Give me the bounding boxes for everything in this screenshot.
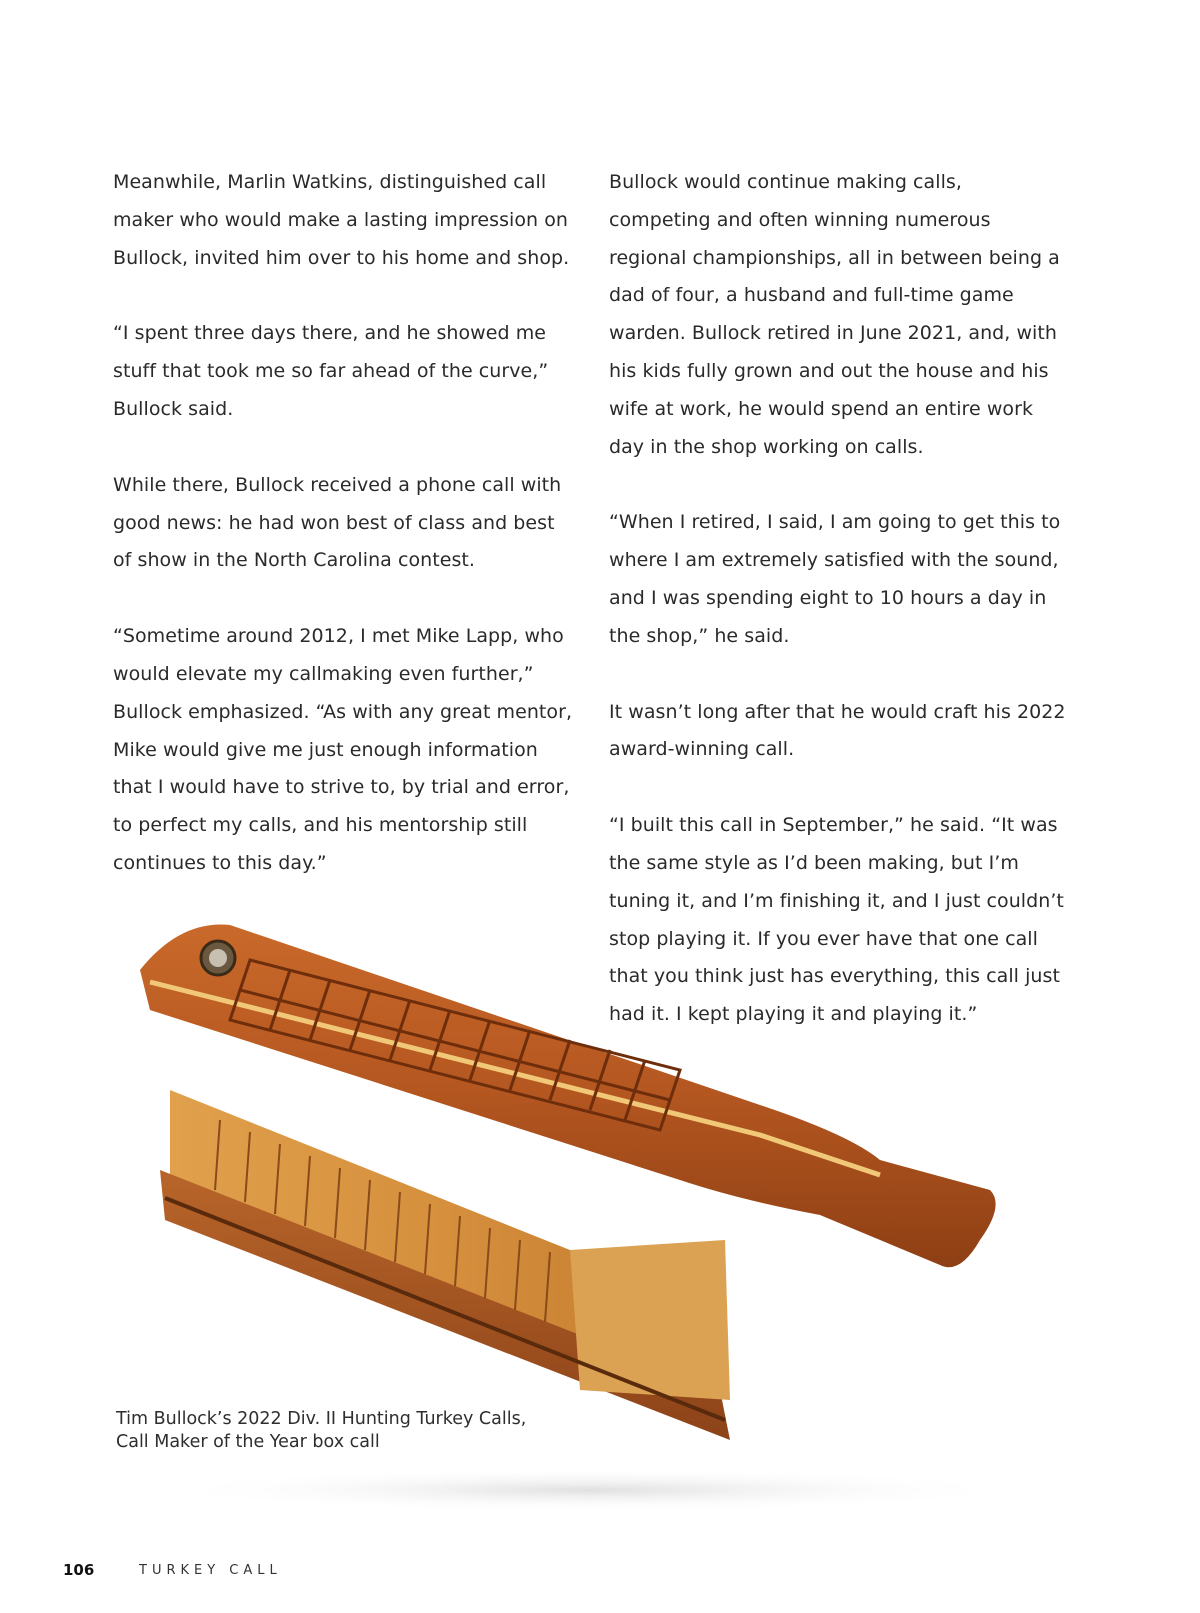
paragraph: “I spent three days there, and he showed me stuff that took me so far ahead of the curve,” Bullock said.	[113, 322, 549, 420]
magazine-name: TURKEY CALL	[139, 1562, 282, 1578]
page-number: 106	[63, 1561, 95, 1579]
shadow	[160, 1468, 1020, 1512]
caption-line: Call Maker of the Year box call	[116, 1432, 380, 1452]
photo-caption	[116, 1408, 526, 1454]
paragraph: Bullock would continue making calls, competing and often winning numerous regional championships, all in between being a dad of four, a husband and full-time game warden. Bullock retired in June 2021, and, with his kids fully grown and out the house and his wife at work, he would spend an entire work day in the shop working on calls.	[609, 171, 1060, 458]
paragraph: Meanwhile, Marlin Watkins, distinguished call maker who would make a lasting impression on Bullock, invited him over to his home and shop.	[113, 171, 570, 269]
paragraph: “Sometime around 2012, I met Mike Lapp, who would elevate my callmaking even further,” Bullock emphasized. “As with any great mentor, Mike would give me just enough information that I would have to strive to, by trial and error, to perfect my calls, and his mentorship still continues to this day.”	[113, 625, 573, 874]
paragraph: While there, Bullock received a phone call with good news: he had won best of class and best of show in the North Carolina contest.	[113, 473, 562, 572]
paragraph: It wasn’t long after that he would craft his 2022 award-winning call.	[609, 700, 1066, 761]
paragraph: “When I retired, I said, I am going to get this to where I am extremely satisfied with the sound, and I was spending eight to 10 hours a day in the shop,” he said.	[609, 511, 1061, 647]
paragraph: “I built this call in September,” he said. “It was the same style as I’d been making, but I’m tuning it, and I’m finishing it, and I just couldn’t stop playing it. If you ever have that one call that you think just has everything, this call just had it. I kept playing it and playing it.”	[609, 814, 1064, 1026]
caption-line: Tim Bullock’s 2022 Div. II Hunting Turkey Calls,	[116, 1409, 527, 1429]
page-footer	[63, 1561, 282, 1579]
article-left-column	[113, 164, 573, 921]
